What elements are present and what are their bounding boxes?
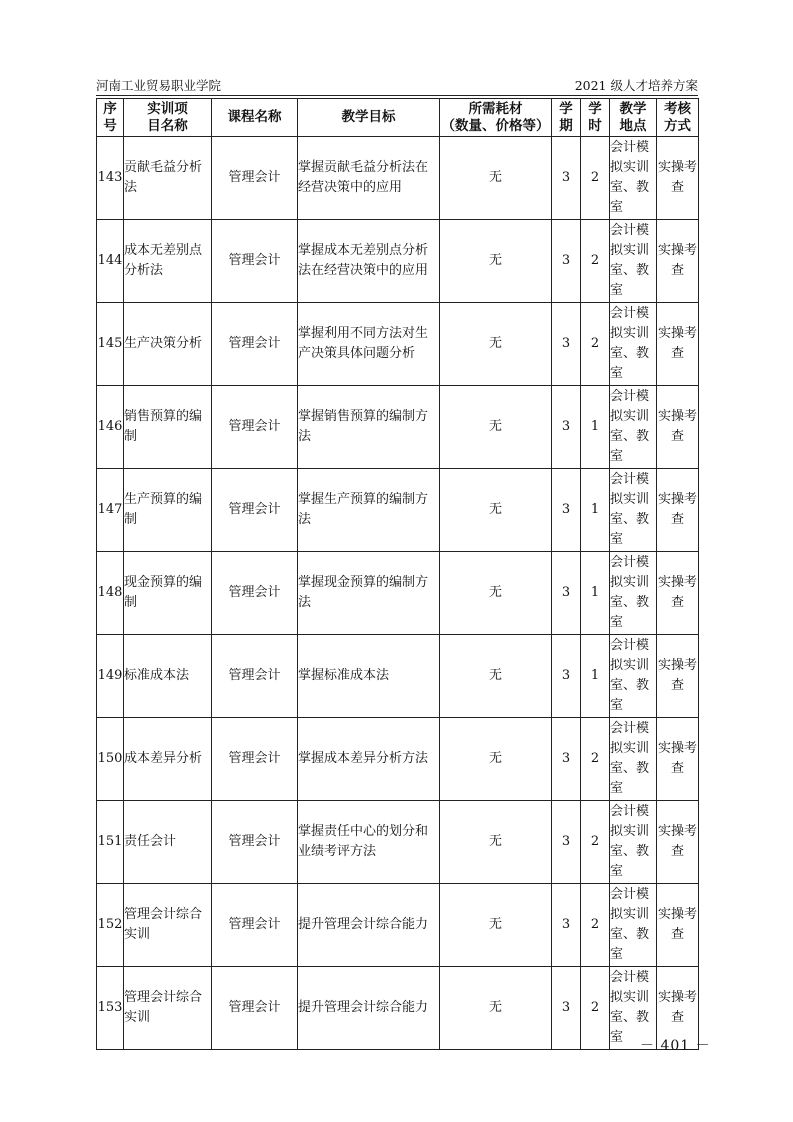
table-row [97,635,699,718]
column-header-text: 教学目标 [341,109,396,125]
location-cell: 会计模拟实训室、教室 [610,552,657,635]
materials-cell: 无 [440,220,552,303]
assessment-cell: 实操考查 [657,469,699,552]
materials-cell: 无 [440,635,552,718]
term-cell: 3 [552,303,581,386]
term-cell: 3 [552,220,581,303]
table-row [97,552,699,635]
column-header-text: （数量、价格等） [441,117,550,134]
location-cell: 会计模拟实训室、教室 [610,801,657,884]
header-row [97,99,699,137]
hours-cell: 2 [581,303,610,386]
materials-cell: 无 [440,386,552,469]
hours-cell: 2 [581,718,610,801]
table-header [97,99,699,137]
term-cell: 3 [552,884,581,967]
project-name-cell: 生产预算的编制 [124,469,212,552]
location-cell: 会计模拟实训室、教室 [610,635,657,718]
course-name-cell: 管理会计 [212,967,298,1050]
location-cell: 会计模拟实训室、教室 [610,884,657,967]
location-cell: 会计模拟实训室、教室 [610,137,657,220]
project-name-cell: 贡献毛益分析法 [124,137,212,220]
teaching-goal-cell: 掌握现金预算的编制方法 [298,552,440,635]
hours-cell: 1 [581,386,610,469]
assessment-cell: 实操考查 [657,552,699,635]
column-header [212,99,298,137]
project-name-cell: 管理会计综合实训 [124,967,212,1050]
table-row [97,967,699,1050]
training-table [96,98,699,1050]
row-number-cell: 151 [97,801,124,884]
header-rule [96,95,698,96]
column-header [657,99,699,137]
project-name-cell: 现金预算的编制 [124,552,212,635]
materials-cell: 无 [440,718,552,801]
assessment-cell: 实操考查 [657,884,699,967]
assessment-cell: 实操考查 [657,967,699,1050]
table-row [97,469,699,552]
teaching-goal-cell: 掌握贡献毛益分析法在经营决策中的应用 [298,137,440,220]
column-header-text: 考核 [664,100,691,117]
term-cell: 3 [552,137,581,220]
column-header-text: 方式 [664,117,691,134]
hours-cell: 2 [581,884,610,967]
teaching-goal-cell: 掌握生产预算的编制方法 [298,469,440,552]
column-header-text: 所需耗材 [468,100,523,117]
assessment-cell: 实操考查 [657,718,699,801]
assessment-cell: 实操考查 [657,386,699,469]
hours-cell: 1 [581,469,610,552]
teaching-goal-cell: 掌握责任中心的划分和业绩考评方法 [298,801,440,884]
column-header-text: 序 [103,100,117,117]
hours-cell: 1 [581,552,610,635]
project-name-cell: 销售预算的编制 [124,386,212,469]
course-name-cell: 管理会计 [212,220,298,303]
materials-cell: 无 [440,552,552,635]
school-name: 河南工业贸易职业学院 [96,78,222,93]
table-row [97,220,699,303]
column-header [610,99,657,137]
location-cell: 会计模拟实训室、教室 [610,469,657,552]
course-name-cell: 管理会计 [212,469,298,552]
project-name-cell: 生产决策分析 [124,303,212,386]
table-body [97,137,699,1050]
column-header [298,99,440,137]
row-number-cell: 153 [97,967,124,1050]
assessment-cell: 实操考查 [657,635,699,718]
table-row [97,801,699,884]
teaching-goal-cell: 提升管理会计综合能力 [298,967,440,1050]
table-row [97,718,699,801]
course-name-cell: 管理会计 [212,552,298,635]
location-cell: 会计模拟实训室、教室 [610,220,657,303]
assessment-cell: 实操考查 [657,137,699,220]
materials-cell: 无 [440,967,552,1050]
row-number-cell: 145 [97,303,124,386]
row-number-cell: 146 [97,386,124,469]
teaching-goal-cell: 掌握销售预算的编制方法 [298,386,440,469]
teaching-goal-cell: 掌握成本无差别点分析法在经营决策中的应用 [298,220,440,303]
materials-cell: 无 [440,801,552,884]
assessment-cell: 实操考查 [657,220,699,303]
location-cell: 会计模拟实训室、教室 [610,303,657,386]
teaching-goal-cell: 掌握利用不同方法对生产决策具体问题分析 [298,303,440,386]
project-name-cell: 成本差异分析 [124,718,212,801]
teaching-goal-cell: 提升管理会计综合能力 [298,884,440,967]
materials-cell: 无 [440,137,552,220]
column-header-text: 学 [559,100,573,117]
page-number: － 401 － [640,1038,711,1054]
term-cell: 3 [552,967,581,1050]
row-number-cell: 149 [97,635,124,718]
project-name-cell: 责任会计 [124,801,212,884]
column-header-text: 课程名称 [227,109,282,125]
term-cell: 3 [552,718,581,801]
column-header-text: 教学 [619,100,647,117]
hours-cell: 2 [581,801,610,884]
term-cell: 3 [552,801,581,884]
term-cell: 3 [552,635,581,718]
column-header-text: 学 [588,100,602,117]
teaching-goal-cell: 掌握成本差异分析方法 [298,718,440,801]
hours-cell: 2 [581,137,610,220]
course-name-cell: 管理会计 [212,137,298,220]
hours-cell: 1 [581,635,610,718]
column-header [552,99,581,137]
table-row [97,884,699,967]
project-name-cell: 管理会计综合实训 [124,884,212,967]
course-name-cell: 管理会计 [212,801,298,884]
column-header-text: 号 [103,117,117,134]
table-row [97,303,699,386]
plan-title: 2021 级人才培养方案 [574,78,698,93]
location-cell: 会计模拟实训室、教室 [610,386,657,469]
materials-cell: 无 [440,884,552,967]
location-cell: 会计模拟实训室、教室 [610,967,657,1050]
row-number-cell: 150 [97,718,124,801]
column-header-text: 地点 [619,117,647,134]
assessment-cell: 实操考查 [657,303,699,386]
course-name-cell: 管理会计 [212,718,298,801]
page-header [96,76,698,94]
column-header-text: 目名称 [147,117,188,134]
location-cell: 会计模拟实训室、教室 [610,718,657,801]
term-cell: 3 [552,469,581,552]
table-row [97,137,699,220]
column-header [440,99,552,137]
course-name-cell: 管理会计 [212,303,298,386]
course-name-cell: 管理会计 [212,884,298,967]
row-number-cell: 147 [97,469,124,552]
row-number-cell: 144 [97,220,124,303]
column-header [581,99,610,137]
row-number-cell: 152 [97,884,124,967]
course-name-cell: 管理会计 [212,386,298,469]
term-cell: 3 [552,552,581,635]
term-cell: 3 [552,386,581,469]
column-header-text: 时 [588,117,602,134]
column-header-text: 期 [559,117,573,134]
teaching-goal-cell: 掌握标准成本法 [298,635,440,718]
hours-cell: 2 [581,220,610,303]
column-header-text: 实训项 [147,100,188,117]
hours-cell: 2 [581,967,610,1050]
column-header [124,99,212,137]
project-name-cell: 标准成本法 [124,635,212,718]
table-row [97,386,699,469]
row-number-cell: 143 [97,137,124,220]
materials-cell: 无 [440,469,552,552]
row-number-cell: 148 [97,552,124,635]
column-header [97,99,124,137]
assessment-cell: 实操考查 [657,801,699,884]
project-name-cell: 成本无差别点分析法 [124,220,212,303]
materials-cell: 无 [440,303,552,386]
course-name-cell: 管理会计 [212,635,298,718]
